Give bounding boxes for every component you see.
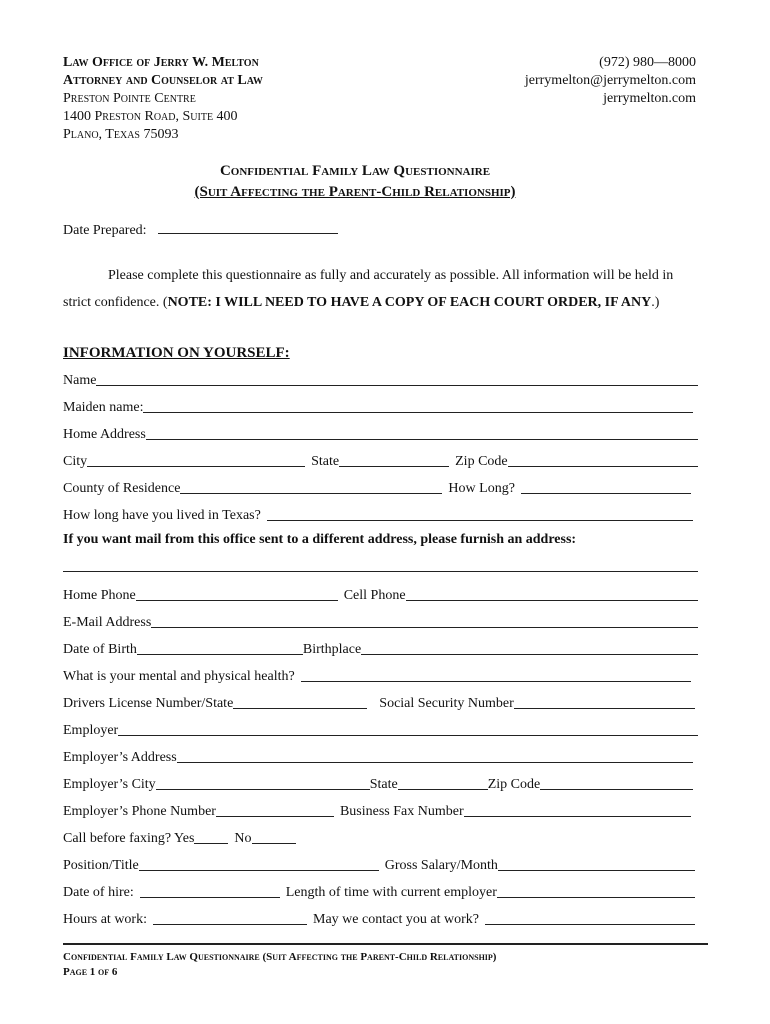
zip-field[interactable]	[508, 452, 698, 467]
how-long-field[interactable]	[521, 479, 691, 494]
home-address-label: Home Address	[63, 427, 146, 442]
how-long-label: How Long?	[448, 481, 515, 496]
employer-state-field[interactable]	[398, 775, 488, 790]
home-address-row	[63, 423, 698, 443]
cell-phone-label: Cell Phone	[343, 588, 406, 603]
employer-address-row	[63, 746, 693, 766]
birthplace-label: Birthplace	[302, 642, 362, 657]
intro-paragraph	[63, 262, 703, 316]
call-before-row	[63, 827, 363, 847]
footer-divider	[63, 943, 708, 945]
employer-row	[63, 719, 698, 739]
hours-row	[63, 908, 695, 928]
texas-field[interactable]	[267, 506, 693, 521]
maiden-name-row	[63, 396, 693, 416]
salary-label: Gross Salary/Month	[384, 858, 498, 873]
zip-label: Zip Code	[455, 454, 508, 469]
license-field[interactable]	[233, 694, 367, 709]
section-heading: INFORMATION ON YOURSELF:	[63, 345, 290, 361]
employer-address-label: Employer’s Address	[63, 750, 177, 765]
call-no-label: No	[234, 831, 252, 846]
county-row	[63, 477, 691, 497]
hire-date-label: Date of hire:	[63, 885, 134, 900]
call-no-field[interactable]	[252, 829, 296, 844]
hours-field[interactable]	[153, 910, 307, 925]
state-label: State	[311, 454, 340, 469]
email-label: E-Mail Address	[63, 615, 152, 630]
employer-city-label: Employer’s City	[63, 777, 156, 792]
maiden-name-field[interactable]	[143, 398, 693, 413]
employer-label: Employer	[63, 723, 119, 738]
date-prepared-field[interactable]	[158, 220, 338, 234]
license-row	[63, 692, 695, 712]
texas-row	[63, 504, 693, 524]
fax-label: Business Fax Number	[339, 804, 464, 819]
birthplace-field[interactable]	[361, 640, 698, 655]
call-before-label: Call before faxing? Yes	[63, 831, 195, 846]
date-prepared-label: Date Prepared:	[63, 223, 147, 238]
mail-address-note: If you want mail from this office sent to a different address, please furnish an address:	[63, 532, 577, 547]
contact-field[interactable]	[485, 910, 695, 925]
employer-zip-field[interactable]	[540, 775, 693, 790]
county-label: County of Residence	[63, 481, 181, 496]
birth-row	[63, 638, 698, 658]
building-name: Preston Pointe Centre	[63, 91, 196, 106]
phone-row	[63, 584, 698, 604]
office-phone: (972) 980—8000	[599, 55, 696, 70]
license-label: Drivers License Number/State	[63, 696, 234, 711]
hire-date-field[interactable]	[140, 883, 280, 898]
email-row	[63, 611, 698, 631]
state-field[interactable]	[339, 452, 449, 467]
intro-end: .)	[651, 295, 660, 310]
position-field[interactable]	[139, 856, 379, 871]
name-row	[63, 369, 698, 389]
document-title	[0, 161, 710, 203]
home-address-field[interactable]	[146, 425, 698, 440]
city-state-zip: Plano, Texas 75093	[63, 127, 179, 142]
call-yes-field[interactable]	[194, 829, 228, 844]
fax-field[interactable]	[464, 802, 691, 817]
home-phone-field[interactable]	[136, 586, 338, 601]
health-field[interactable]	[301, 667, 691, 682]
intro-text: Please complete this questionnaire as fully and accurately as possible. All information will be held in strict confidence. (	[63, 268, 674, 310]
dob-label: Date of Birth	[63, 642, 137, 657]
letterhead-contact	[525, 54, 696, 108]
employer-address-field[interactable]	[177, 748, 693, 763]
employer-phone-label: Employer’s Phone Number	[63, 804, 216, 819]
email-field[interactable]	[151, 613, 698, 628]
position-row	[63, 854, 695, 874]
home-phone-label: Home Phone	[63, 588, 136, 603]
name-label: Name	[63, 373, 97, 388]
ssn-label: Social Security Number	[379, 696, 514, 711]
employer-zip-label: Zip Code	[487, 777, 541, 792]
texas-label: How long have you lived in Texas?	[63, 508, 261, 523]
hire-row	[63, 881, 695, 901]
contact-label: May we contact you at work?	[313, 912, 479, 927]
letterhead-address	[63, 54, 263, 144]
salary-field[interactable]	[498, 856, 695, 871]
office-website: jerrymelton.com	[603, 91, 696, 106]
date-prepared-row	[63, 220, 338, 239]
court-order-note: NOTE: I WILL NEED TO HAVE A COPY OF EACH COURT ORDER, IF ANY	[167, 295, 652, 310]
name-field[interactable]	[96, 371, 698, 386]
street-address: 1400 Preston Road, Suite 400	[63, 109, 238, 124]
length-employ-field[interactable]	[497, 883, 695, 898]
employer-state-label: State	[369, 777, 398, 792]
page-number: Page 1 of 6	[63, 966, 118, 978]
employer-field[interactable]	[118, 721, 698, 736]
alternate-address-field[interactable]	[63, 571, 698, 572]
maiden-name-label: Maiden name:	[63, 400, 144, 415]
city-field[interactable]	[87, 452, 305, 467]
cell-phone-field[interactable]	[406, 586, 698, 601]
employer-phone-row	[63, 800, 691, 820]
title-line-2: (Suit Affecting the Parent-Child Relationship)	[194, 184, 516, 200]
city-row	[63, 450, 698, 470]
city-label: City	[63, 454, 88, 469]
employer-city-row	[63, 773, 693, 793]
title-line-1: Confidential Family Law Questionnaire	[219, 163, 491, 179]
law-office-name: Law Office of Jerry W. Melton	[63, 55, 259, 70]
employer-city-field[interactable]	[156, 775, 370, 790]
county-field[interactable]	[180, 479, 442, 494]
attorney-title: Attorney and Counselor at Law	[63, 73, 263, 88]
hours-label: Hours at work:	[63, 912, 147, 927]
health-label: What is your mental and physical health?	[63, 669, 295, 684]
length-employ-label: Length of time with current employer	[285, 885, 497, 900]
position-label: Position/Title	[63, 858, 139, 873]
office-email: jerrymelton@jerrymelton.com	[524, 73, 696, 88]
ssn-field[interactable]	[514, 694, 695, 709]
page-footer	[63, 950, 496, 980]
health-row	[63, 665, 691, 685]
footer-title: Confidential Family Law Questionnaire (Suit Affecting the Parent-Child Relationship)	[63, 951, 497, 963]
employer-phone-field[interactable]	[216, 802, 334, 817]
dob-field[interactable]	[137, 640, 303, 655]
